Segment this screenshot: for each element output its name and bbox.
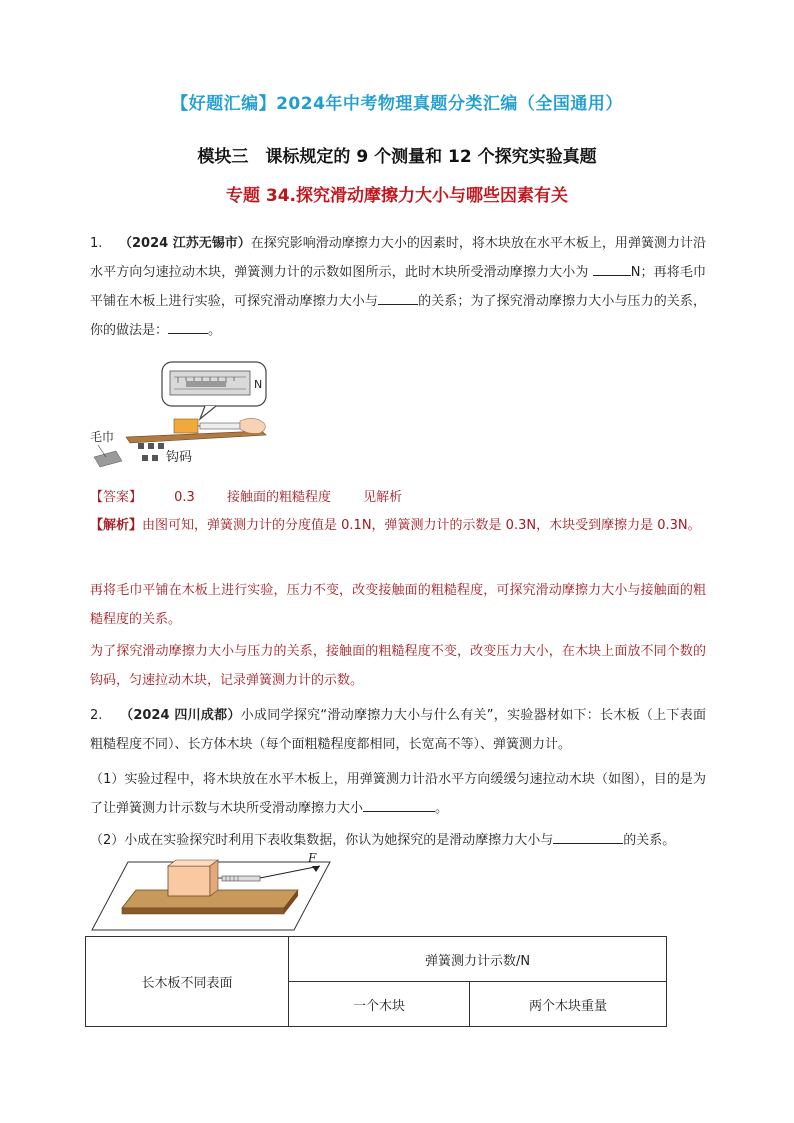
doc-title: 【好题汇编】2024年中考物理真题分类汇编（全国通用） [171,94,623,114]
q2-sub-1: （1）实验过程中，将木块放在水平木板上，用弹簧测力计沿水平方向缓缓匀速拉动木块（如图），目的是为了让弹簧测力计示数与木块所受滑动摩擦力大小 。 [90,772,706,816]
table-header-group: 弹簧测力计示数/N [289,937,667,982]
q2-sub-2: （2）小成在实验探究时利用下表收集数据，你认为她探究的是滑动摩擦力大小与 的关系。 [90,826,706,855]
analysis-label: 【解析】 [90,518,143,533]
scale-unit-label: N [254,378,263,391]
table-header-two-blocks: 两个木块重量 [470,982,667,1027]
question-2 [90,701,706,759]
q1-blank-2[interactable] [378,290,418,305]
weights-icon [138,443,164,461]
q2-blank-1[interactable] [363,797,435,812]
q2-blank-2[interactable] [553,829,623,844]
spring-scale-figure [90,357,270,469]
table-header-surface: 长木板不同表面 [86,937,289,1027]
q1-text-c: 的关系；为了探究滑动摩擦力大小与压力的关系，你的做法是： [90,294,706,338]
q1-source: （2024 江苏无锡市） [118,236,251,251]
data-table [85,936,667,1027]
q1-text-d: 。 [208,323,222,338]
weights-label: 钩码 [166,450,193,465]
board-block-figure [88,852,333,932]
q1-text-b: N；再将毛巾平铺在木板上进行实验，可探究滑动摩擦力大小与 [90,265,706,309]
analysis-p2: 再将毛巾平铺在木板上进行实验，压力不变，改变接触面的粗糙程度，可探究滑动摩擦力大小与接触面的粗糙程度的关系。 [90,583,706,627]
q2-intro: 小成同学探究“滑动摩擦力大小与什么有关”，实验器材如下：长木板（上下表面粗糙程度不同）、长方体木块（每个面粗糙程度都相同，长宽高不等）、弹簧测力计。 [90,708,706,752]
answer-2: 接触面的粗糙程度 [226,490,331,505]
module-heading: 模块三 课标规定的 9 个测量和 12 个探究实验真题 [197,147,597,167]
q1-text-a: 在探究影响滑动摩擦力大小的因素时，将木块放在水平木板上，用弹簧测力计沿水平方向匀速拉动木块，弹簧测力计的示数如图所示，此时木块所受滑动摩擦力大小为 [90,236,706,280]
force-label: F [308,852,317,865]
q1-number: 1. [90,236,103,251]
table-header-one-block: 一个木块 [289,982,470,1027]
q1-blank-1[interactable] [593,261,631,276]
analysis-p1: 【解析】由图可知，弹簧测力计的分度值是 0.1N，弹簧测力计的示数是 0.3N，木块受到摩擦力是 0.3N。 [90,518,701,533]
topic-heading: 专题 34.探究滑动摩擦力大小与哪些因素有关 [225,186,569,206]
hand-icon [240,418,265,433]
q1-blank-3[interactable] [168,319,208,334]
q2-source: （2024 四川成都） [120,708,241,723]
towel-icon [94,451,122,467]
question-1 [90,229,706,345]
analysis-p3: 为了探究滑动摩擦力大小与压力的关系，接触面的粗糙程度不变，改变压力大小，在木块上面放不同个数的钩码，匀速拉动木块，记录弹簧测力计的示数。 [90,644,706,688]
towel-label: 毛巾 [90,430,115,444]
q2-number: 2. [90,708,103,723]
answer-1: 0.3 [174,490,195,505]
answer-label: 【答案】 [90,490,143,505]
answer-row [90,486,430,505]
answer-3: 见解析 [363,490,403,505]
